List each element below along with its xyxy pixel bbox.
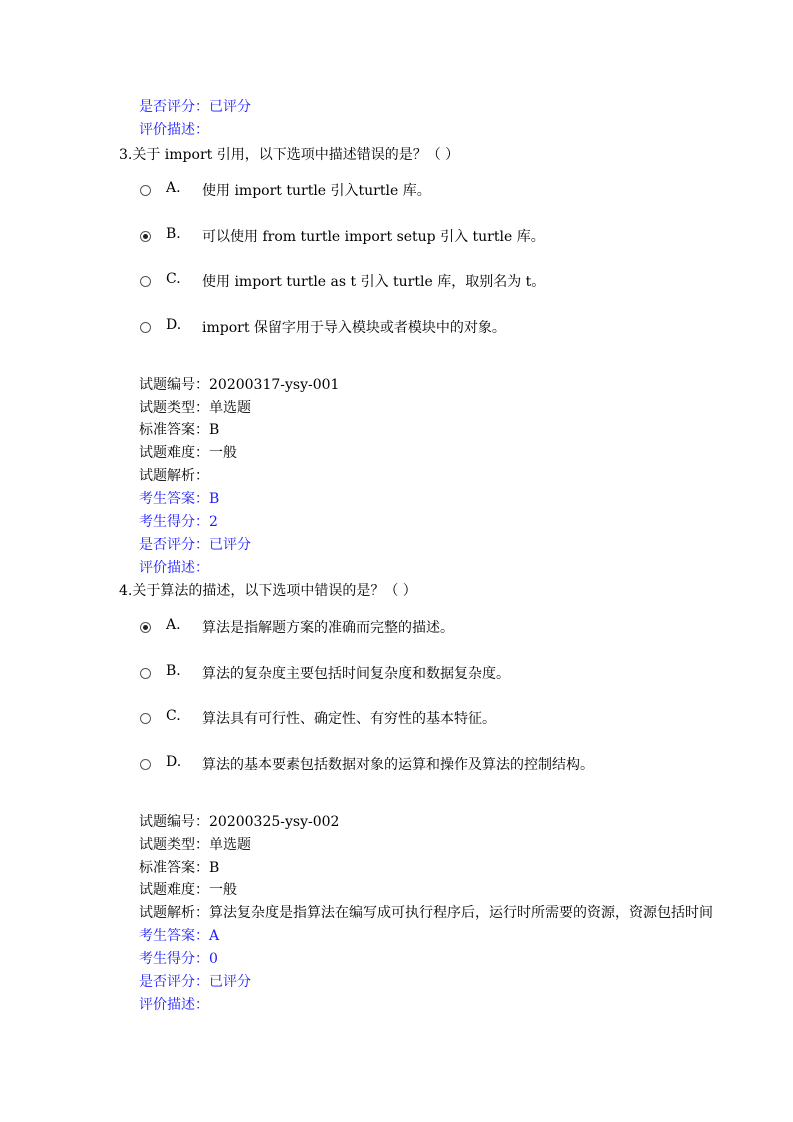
option-text: 算法的复杂度主要包括时间复杂度和数据复杂度。 <box>202 666 510 682</box>
q4-option-c[interactable] <box>140 708 496 728</box>
q4-option-b[interactable] <box>140 663 510 683</box>
q3-student-score: 考生得分：2 <box>139 514 218 530</box>
q3-analysis: 试题解析： <box>139 468 209 484</box>
option-letter: B. <box>166 226 181 242</box>
q3-option-c[interactable] <box>140 271 546 291</box>
radio-button[interactable] <box>140 185 151 196</box>
q4-question-type: 试题类型：单选题 <box>139 837 251 853</box>
option-text: 可以使用 from turtle import setup 引入 turtle 库。 <box>202 229 545 245</box>
radio-button[interactable] <box>140 759 151 770</box>
q3-option-b[interactable] <box>140 226 545 246</box>
scored-status: 是否评分：已评分 <box>139 99 251 115</box>
q4-difficulty: 试题难度：一般 <box>139 882 237 898</box>
radio-button[interactable] <box>140 668 151 679</box>
q3-question-type: 试题类型：单选题 <box>139 400 251 416</box>
option-letter: B. <box>166 663 181 679</box>
option-letter: A. <box>166 180 181 196</box>
question-3-text: 3.关于 import 引用，以下选项中描述错误的是？（ ） <box>119 147 460 163</box>
q3-scored-status: 是否评分：已评分 <box>139 537 251 553</box>
option-text: 算法的基本要素包括数据对象的运算和操作及算法的控制结构。 <box>202 757 594 773</box>
radio-button-checked[interactable] <box>140 622 151 633</box>
q4-analysis: 试题解析：算法复杂度是指算法在编写成可执行程序后，运行时所需要的资源，资源包括时间 <box>139 905 713 921</box>
q4-student-score: 考生得分：0 <box>139 951 218 967</box>
question-4-text: 4.关于算法的描述，以下选项中错误的是？（ ） <box>119 583 417 599</box>
q4-question-id: 试题编号：20200325-ysy-002 <box>139 814 340 830</box>
radio-button[interactable] <box>140 713 151 724</box>
q3-difficulty: 试题难度：一般 <box>139 445 237 461</box>
q4-standard-answer: 标准答案：B <box>139 860 220 876</box>
option-text: 算法具有可行性、确定性、有穷性的基本特征。 <box>202 711 496 727</box>
option-text: import 保留字用于导入模块或者模块中的对象。 <box>202 320 506 336</box>
radio-button-checked[interactable] <box>140 231 151 242</box>
q3-standard-answer: 标准答案：B <box>139 422 220 438</box>
radio-button[interactable] <box>140 322 151 333</box>
q3-option-a[interactable] <box>140 180 431 200</box>
q3-question-id: 试题编号：20200317-ysy-001 <box>139 377 340 393</box>
q3-comment-label: 评价描述： <box>139 560 209 576</box>
q4-student-answer: 考生答案：A <box>139 928 220 944</box>
option-letter: C. <box>166 271 181 287</box>
q4-option-d[interactable] <box>140 754 594 774</box>
comment-label: 评价描述： <box>139 122 209 138</box>
q3-option-d[interactable] <box>140 317 506 337</box>
q4-scored-status: 是否评分：已评分 <box>139 974 251 990</box>
q3-student-answer: 考生答案：B <box>139 491 220 507</box>
option-letter: D. <box>166 754 182 770</box>
radio-button[interactable] <box>140 276 151 287</box>
option-letter: D. <box>166 317 182 333</box>
option-letter: C. <box>166 708 181 724</box>
option-letter: A. <box>166 617 181 633</box>
option-text: 算法是指解题方案的准确而完整的描述。 <box>202 620 454 636</box>
q4-option-a[interactable] <box>140 617 454 637</box>
q4-comment-label: 评价描述： <box>139 997 209 1013</box>
option-text: 使用 import turtle 引入turtle 库。 <box>202 183 431 199</box>
option-text: 使用 import turtle as t 引入 turtle 库，取别名为 t。 <box>202 274 546 290</box>
